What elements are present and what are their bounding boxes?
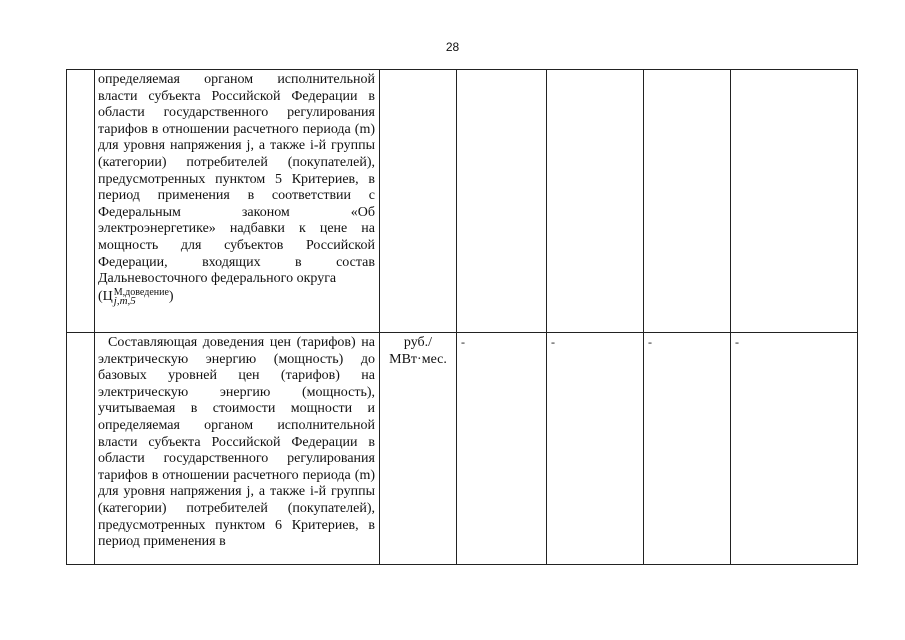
value-dash: - [461,335,465,349]
value-cell [457,70,547,333]
page-number: 28 [445,40,460,54]
unit-line-2: МВт·мес. [389,351,447,367]
value-cell [547,70,644,333]
value-dash: - [735,335,739,349]
table-row [67,70,858,333]
description-text: определяемая органом исполнительной власти субъекта Российской Федерации в области государственного регулирования тарифов в отношении расчетного периода (m) для уровня напряжения j, а также i-й группы (категории) потребителей (покупателей), предусмотренных пунктом 5 Критериев, в период применения в соответствии с Федеральным законом «Об электроэнергетике» надбавки к цене на мощность для субъектов Российской Федерации, входящих в состав Дальневосточного федерального округа [98,72,375,287]
value-cell [547,333,644,565]
value-cell [644,333,731,565]
formula [98,288,375,306]
value-dash: - [648,335,652,349]
formula-open: (Ц [98,288,113,304]
unit-line-1: руб./ [403,335,433,350]
row-number-cell [67,333,95,565]
tariff-table [66,69,858,565]
unit-cell [380,70,457,333]
value-cell [457,333,547,565]
value-cell [644,70,731,333]
formula-superscript: М,доведение [113,286,169,298]
row-number-cell [67,70,95,333]
description-text: Составляющая доведения цен (тарифов) на электрическую энергию (мощность) до базовых уровней цен (тарифов) на электрическую энергию (мощность), учитываемая в стоимости мощности и определяемая органом исполнительной власти субъекта Российской Федерации в области государственного регулирования тарифов в отношении расчетного периода (m) для уровня напряжения j, а также i-й группы (категории) потребителей (покупателей), предусмотренных пунктом 6 Критериев, в период применения в [98,335,375,550]
value-cell [731,333,858,565]
formula-subscript: j,m,5 [113,294,136,307]
description-cell [95,333,380,565]
table-row [67,333,858,565]
unit-cell [380,333,457,565]
description-cell [95,70,380,333]
value-dash: - [551,335,555,349]
formula-close: ) [168,288,174,304]
value-cell [731,70,858,333]
